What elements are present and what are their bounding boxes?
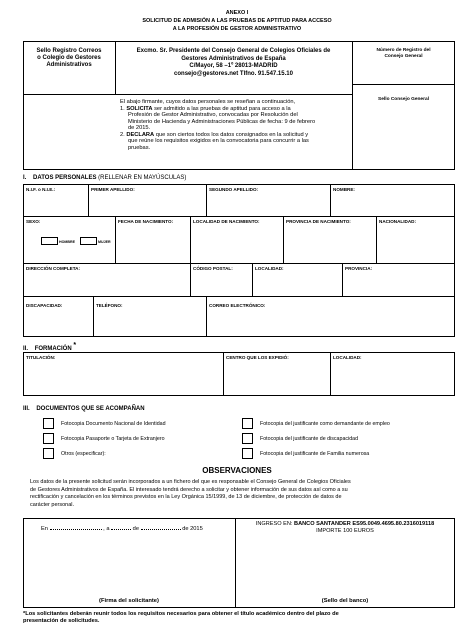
- form-title-line1: SOLICITUD DE ADMISIÓN A LAS PRUEBAS DE APTITUD PARA ACCESO: [142, 18, 332, 24]
- bank-seal-label: (Sello del banco): [321, 598, 369, 604]
- province-label: PROVINCIA:: [345, 266, 373, 271]
- first-surname-label: PRIMER APELLIDO:: [91, 187, 135, 192]
- edu-town-label: LOCALIDAD:: [333, 355, 362, 360]
- birth-town-label: LOCALIDAD DE NACIMIENTO:: [193, 219, 260, 224]
- second-surname-label: SEGUNDO APELLIDO:: [209, 187, 259, 192]
- female-checkbox[interactable]: [80, 237, 97, 245]
- doc-large-family-label: Fotocopia del justificante de Familia numerosa: [260, 451, 370, 457]
- email-label: CORREO ELECTRÓNICO:: [209, 303, 266, 308]
- doc-other-label: Otros (especificar):: [61, 451, 106, 457]
- section1-heading: I. DATOS PERSONALES (RELLENAR EN MAYÚSCULAS): [23, 175, 187, 181]
- nationality-label: NACIONALIDAD:: [379, 219, 417, 224]
- birth-date-label: FECHA DE NACIMIENTO:: [118, 219, 174, 224]
- footer-note: *Los solicitantes deberán reunir todos los requisitos necesarios para obtener el título académico dentro del plazo de presentación de solicitudes.: [23, 611, 339, 624]
- doc-other-checkbox[interactable]: [43, 448, 54, 459]
- doc-passport-checkbox[interactable]: [43, 433, 54, 444]
- disability-label: DISCAPACIDAD:: [26, 303, 63, 308]
- postal-code-label: CÓDIGO POSTAL:: [193, 266, 233, 271]
- doc-large-family-checkbox[interactable]: [242, 448, 253, 459]
- month-field[interactable]: [141, 529, 181, 530]
- doc-dni-checkbox[interactable]: [43, 418, 54, 429]
- sex-label: SEXO:: [26, 219, 41, 224]
- doc-unemployment-checkbox[interactable]: [242, 418, 253, 429]
- male-label: HOMBRE: [59, 240, 75, 244]
- section2-heading: II. FORMACIÓN *: [23, 342, 77, 352]
- annex-label: ANEXO I: [225, 10, 249, 16]
- degree-label: TITULACIÓN:: [26, 355, 56, 360]
- privacy-notice: Los datos de la presente solicitud serán incorporados a un fichero del que es responsable el Consejo General de Colegios Oficiales de Gestores Administrativos de España. El interesado tendrá derecho a solicitar y obtener información de sus datos así como a su rectificación y cancelación en los términos previstos en la Ley Orgánica 15/1999, de 13 de diciembre, de protección de datos de carácter personal.: [30, 479, 351, 508]
- name-label: NOMBRE:: [333, 187, 355, 192]
- observations-title: OBSERVACIONES: [202, 466, 272, 475]
- consejo-seal-label: Sello Consejo General: [378, 97, 429, 102]
- seal-registro: Sello Registro Correos o Colegio de Gestores Administrativos: [36, 48, 102, 68]
- recipient-address: Excmo. Sr. Presidente del Consejo General de Colegios Oficiales de Gestores Administrativos de España C/Mayor, 58 –1º 28013-MADRID consejo@gestores.net Tlfno. 91.547.15.10: [136, 48, 331, 77]
- place-field[interactable]: [50, 529, 102, 530]
- male-checkbox[interactable]: [41, 237, 58, 245]
- nif-label: N.I.F. o N.I.E.:: [26, 187, 56, 192]
- day-field[interactable]: [111, 529, 131, 530]
- section3-heading: III. DOCUMENTOS QUE SE ACOMPAÑAN: [23, 406, 145, 412]
- doc-dni-label: Fotocopia Documento Nacional de Identidad: [61, 421, 166, 427]
- applicant-signature-label: (Firma del solicitante): [99, 598, 159, 604]
- issuing-center-label: CENTRO QUE LOS EXPIDIÓ:: [226, 355, 289, 360]
- phone-label: TELÉFONO:: [96, 303, 123, 308]
- town-label: LOCALIDAD:: [255, 266, 284, 271]
- doc-passport-label: Fotocopia Pasaporte o Tarjeta de Extranjero: [61, 436, 165, 442]
- doc-unemployment-label: Fotocopia del justificante como demandante de empleo: [260, 421, 390, 427]
- form-title-line2: A LA PROFESIÓN DE GESTOR ADMINISTRATIVO: [172, 26, 302, 32]
- doc-disability-checkbox[interactable]: [242, 433, 253, 444]
- bank-payment-info: INGRESO EN: BANCO SANTANDER ES95.0049.4695.80.2316019118 IMPORTE 100 EUROS: [255, 521, 435, 534]
- declaration-text: El abajo firmante, cuyos datos personales se reseñan a continuación, 1. SOLICITA ser admitido a las pruebas de aptitud para acceso a la Profesión de Gestor Administrativo, convocadas por Resolución del Ministerio de Hacienda y Administraciones Públicas de fecha: 9 de febrero de 2015. 2. DECLARA que son ciertos todos los datos consignados en la solicitud y que reúne los requisitos exigidos en la convocatoria para concurrir a las pruebas.: [120, 99, 316, 151]
- place-date-line: En , a de de 2015: [41, 526, 203, 532]
- registry-number: Número de Registro del Consejo General: [376, 48, 431, 59]
- female-label: MUJER: [98, 240, 111, 244]
- birth-province-label: PROVINCIA DE NACIMIENTO:: [286, 219, 351, 224]
- address-label: DIRECCIÓN COMPLETA:: [26, 266, 81, 271]
- doc-disability-label: Fotocopia del justificante de discapacidad: [260, 436, 359, 442]
